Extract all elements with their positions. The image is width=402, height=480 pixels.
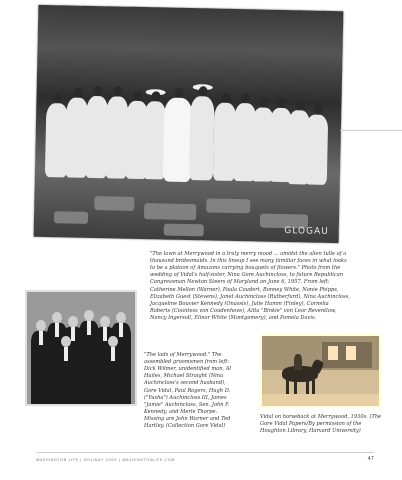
footer-publication: WASHINGTON LIFE | HOLIDAY 2009 | WASHINGTONLIFE.COM	[36, 458, 175, 462]
footer-rule	[36, 452, 374, 453]
horseback-photo-caption: Vidal on horseback at Merrywood, 1930s. (The Gore Vidal Papers/By permission of the Houghton Library, Harvard University)	[260, 414, 382, 435]
page-number: 47	[367, 456, 374, 462]
groomsmen-photo	[25, 290, 137, 406]
divider-rule	[340, 130, 402, 131]
horseback-photo	[260, 334, 381, 408]
main-photo-caption: "The lawn at Merrywood in a truly merry mood ... amidst the alien tulle of a thousand bridesmaids. In this lineup I see many familiar faces in what looks to be a platoon of Amazons carrying bouquets of flowers." Photo from the wedding of Vidal's half-sister, Nina Gore Auchincloss, to future Republican Congressman Newton Steers of Maryland on June 6, 1957. From left: Catherine Mellon (Warner), Paula Coudert, Bonney White, Nonie Phipps, Elizabeth Guest (Stevens), Janet Auchincloss (Rutherfurd), Nina Auchincloss, Jacqueline Bouvier Kennedy (Onassis), Julie Hamm (Finley), Cornelia Roberts (Countess von Coudenhove), Alita "Binkie" von Lear Reventlow, Nancy Ingersoll, Elinor White (Montgomery), and Pamela Davis.	[150, 251, 350, 321]
groomsmen-photo-caption: "The lads of Merrywood." The assembled groomsmen from left: Dick Wilmer, unidentified man, Al Hailes, Michael Straight (Nina Auchincloss's second husband), Gore Vidal, Paul Rogers, Hugh D. ("Yusha") Auchincloss III, James "Jamie" Auchincloss, Sen. John F. Kennedy, and Merle Thorpe. Missing are John Warner and Ted Hartley. (Collection Gore Vidal)	[144, 352, 232, 430]
bridal-party-photo	[34, 5, 344, 243]
photographer-watermark: GLOGAU	[284, 226, 329, 237]
